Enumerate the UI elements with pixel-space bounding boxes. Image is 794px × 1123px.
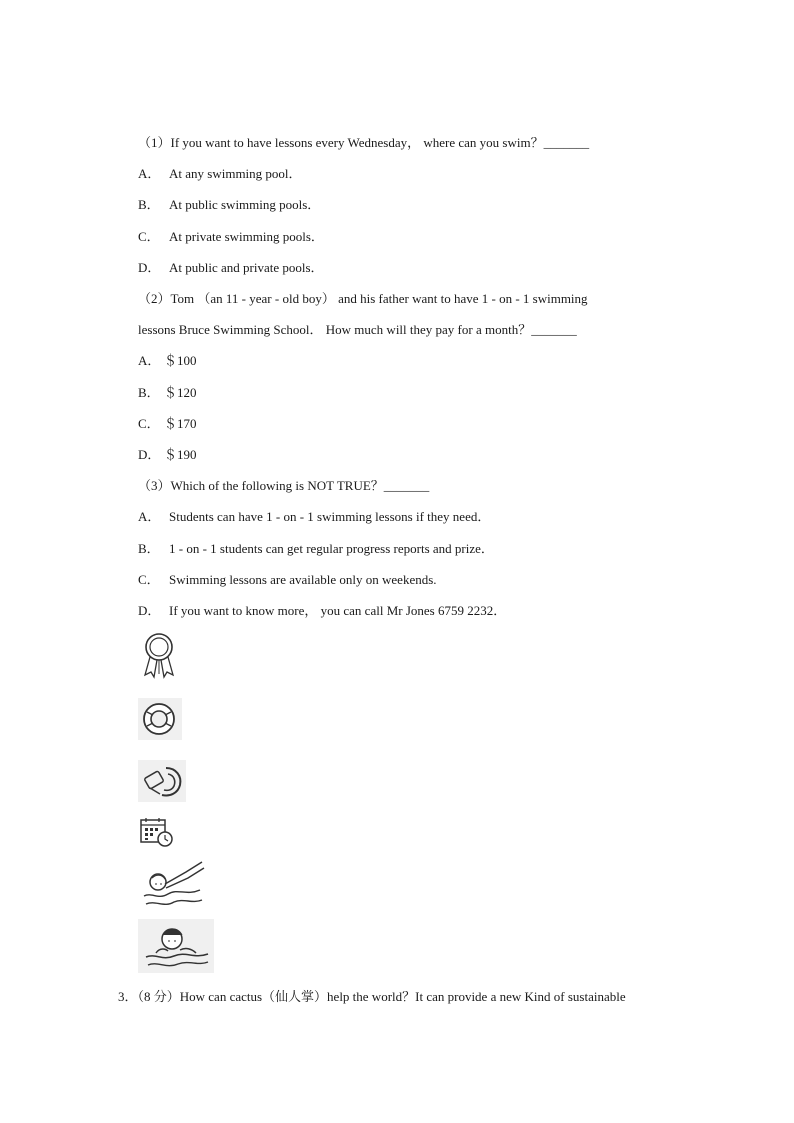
- option-letter: B．: [138, 541, 160, 556]
- q2-option-d: [138, 447, 197, 463]
- option-letter: A．: [138, 166, 161, 181]
- option-text: If you want to know more， you can call Mr Jones 6759 2232．: [169, 603, 507, 618]
- award-ribbon-icon: [138, 630, 184, 680]
- swimmer-floating-icon: [138, 919, 214, 973]
- option-text: At public swimming pools．: [169, 197, 321, 212]
- q2-option-c: [138, 416, 197, 432]
- q3-option-c: [138, 572, 437, 588]
- swimmer-diving-icon: [138, 858, 208, 912]
- q1-option-b: [138, 197, 320, 213]
- question-3-stem: （3）Which of the following is NOT TRUE？_______: [138, 478, 430, 493]
- option-letter: A．: [138, 353, 161, 368]
- question-2-stem-continued: lessons Bruce Swimming School． How much will they pay for a month？_______: [138, 322, 577, 337]
- option-text: 1 - on - 1 students can get regular progress reports and prize．: [169, 541, 494, 556]
- q1-option-c: [138, 229, 324, 245]
- q3-option-a: [138, 509, 490, 525]
- option-text: Swimming lessons are available only on weekends.: [169, 572, 437, 587]
- question-1-stem: （1）If you want to have lessons every Wednesday， where can you swim？_______: [138, 135, 590, 150]
- q3-option-b: [138, 541, 494, 557]
- option-text: ＄190: [164, 447, 197, 462]
- option-letter: C．: [138, 229, 160, 244]
- option-letter: D．: [138, 603, 161, 618]
- calendar-clock-icon: [138, 815, 174, 849]
- option-letter: C．: [138, 416, 160, 431]
- question-2-stem: （2）Tom （an 11 - year - old boy） and his father want to have 1 - on - 1 swimming: [138, 291, 588, 306]
- option-text: ＄120: [164, 385, 197, 400]
- option-letter: C．: [138, 572, 160, 587]
- option-letter: B．: [138, 197, 160, 212]
- q3-option-d: [138, 603, 506, 619]
- option-letter: D．: [138, 447, 161, 462]
- option-letter: A．: [138, 509, 161, 524]
- phone-icon: [138, 760, 186, 802]
- life-ring-icon: [138, 698, 182, 740]
- option-letter: D．: [138, 260, 161, 275]
- option-text: At public and private pools．: [169, 260, 324, 275]
- option-text: ＄100: [164, 353, 197, 368]
- option-text: At any swimming pool．: [169, 166, 302, 181]
- option-letter: B．: [138, 385, 160, 400]
- q2-option-a: [138, 353, 197, 369]
- option-text: ＄170: [164, 416, 197, 431]
- q2-option-b: [138, 385, 197, 401]
- option-text: At private swimming pools．: [169, 229, 324, 244]
- q1-option-d: [138, 260, 324, 276]
- question-3-header: 3．（8 分）How can cactus（仙人掌）help the world？It can provide a new Kind of sustainable: [118, 989, 626, 1004]
- q1-option-a: [138, 166, 302, 182]
- option-text: Students can have 1 - on - 1 swimming lessons if they need．: [169, 509, 491, 524]
